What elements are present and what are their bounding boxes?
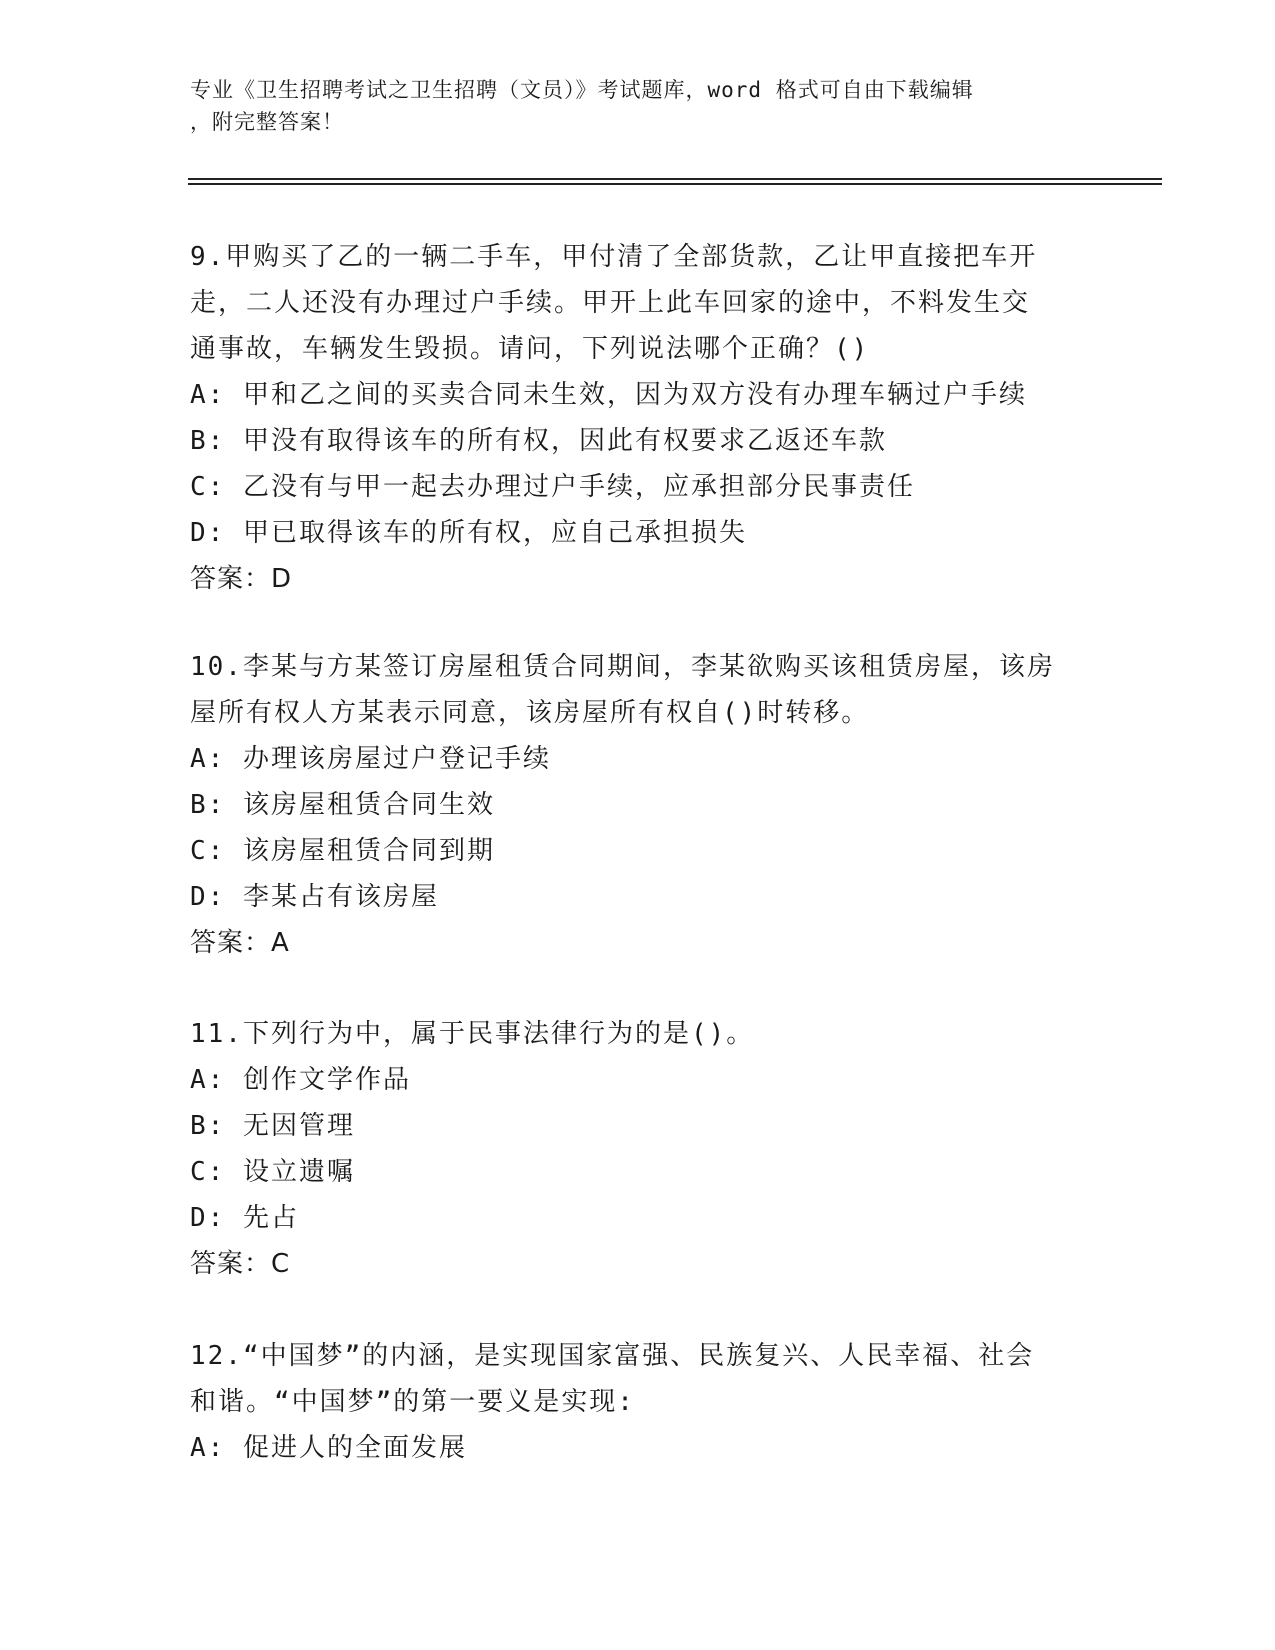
option-a: A: 甲和乙之间的买卖合同未生效，因为双方没有办理车辆过户手续 — [190, 380, 1027, 410]
header-line-2: ，附完整答案！ — [190, 110, 344, 134]
question-9 — [190, 234, 1090, 602]
answer-line: 答案：C — [190, 1249, 291, 1279]
option-d: D: 甲已取得该车的所有权，应自己承担损失 — [190, 518, 747, 548]
option-a: A: 促进人的全面发展 — [190, 1433, 467, 1463]
document-header — [190, 74, 1080, 138]
header-line-1: 专业《卫生招聘考试之卫生招聘（文员）》考试题库，word 格式可自由下载编辑 — [190, 78, 974, 102]
option-c: C: 乙没有与甲一起去办理过户手续，应承担部分民事责任 — [190, 472, 915, 502]
question-12 — [190, 1333, 1090, 1471]
question-stem-line: 11.下列行为中，属于民事法律行为的是()。 — [190, 1019, 755, 1049]
option-c: C: 设立遗嘱 — [190, 1157, 355, 1187]
question-stem-line: 9.甲购买了乙的一辆二手车，甲付清了全部货款，乙让甲直接把车开 — [190, 242, 1038, 272]
option-d: D: 先占 — [190, 1203, 299, 1233]
header-divider-top — [188, 178, 1162, 180]
option-a: A: 创作文学作品 — [190, 1065, 411, 1095]
question-stem-line: 屋所有权人方某表示同意，该房屋所有权自()时转移。 — [190, 698, 870, 728]
option-c: C: 该房屋租赁合同到期 — [190, 836, 495, 866]
answer-line: 答案：A — [190, 928, 290, 958]
question-11 — [190, 1011, 1090, 1287]
question-stem-line: 和谐。“中国梦”的第一要义是实现: — [190, 1387, 635, 1417]
option-d: D: 李某占有该房屋 — [190, 882, 439, 912]
option-b: B: 该房屋租赁合同生效 — [190, 790, 495, 820]
option-b: B: 甲没有取得该车的所有权，因此有权要求乙返还车款 — [190, 426, 887, 456]
question-stem-line: 12.“中国梦”的内涵，是实现国家富强、民族复兴、人民幸福、社会 — [190, 1341, 1035, 1371]
question-stem-line: 通事故，车辆发生毁损。请问，下列说法哪个正确？() — [190, 334, 870, 364]
header-divider-bottom — [188, 183, 1162, 185]
answer-line: 答案：D — [190, 564, 293, 594]
option-a: A: 办理该房屋过户登记手续 — [190, 744, 551, 774]
option-b: B: 无因管理 — [190, 1111, 355, 1141]
question-stem-line: 走，二人还没有办理过户手续。甲开上此车回家的途中，不料发生交 — [190, 288, 1031, 318]
question-10 — [190, 644, 1090, 966]
question-stem-line: 10.李某与方某签订房屋租赁合同期间，李某欲购买该租赁房屋，该房 — [190, 652, 1055, 682]
